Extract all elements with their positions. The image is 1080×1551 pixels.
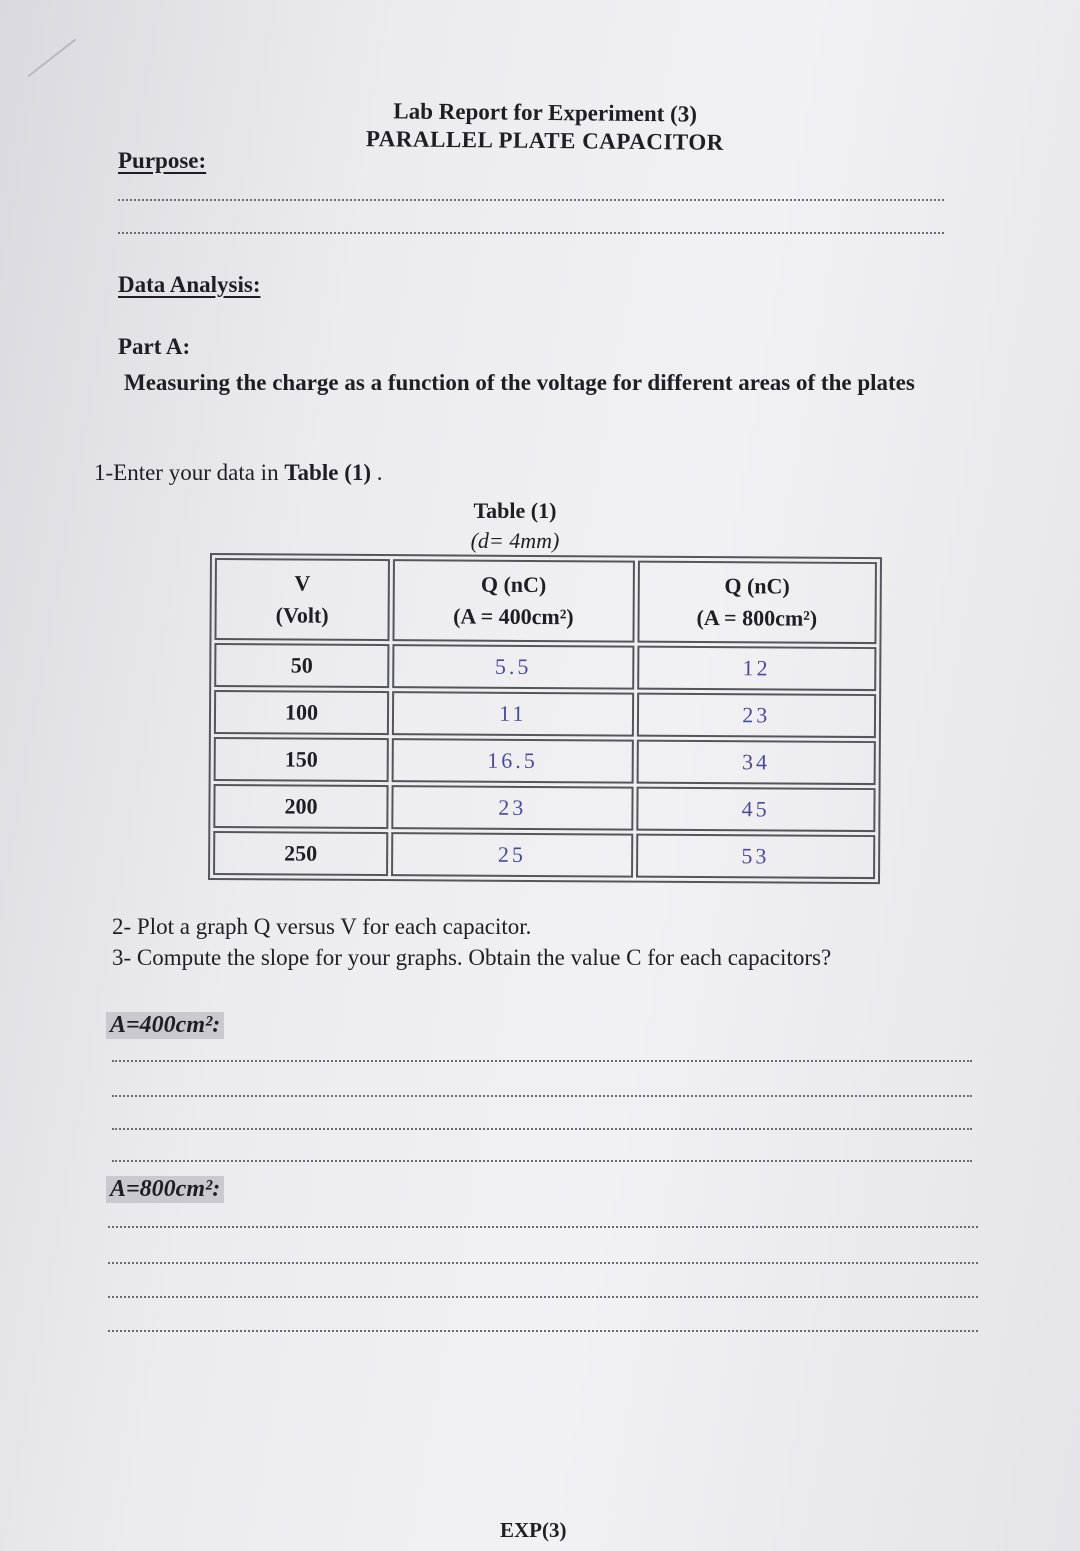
answer-line-800-2: [108, 1262, 978, 1264]
cell-charge-800: 53: [636, 834, 876, 879]
answer-line-400-1: [112, 1060, 972, 1062]
table-caption-title: Table (1): [473, 498, 557, 523]
answer-line-400-2: [112, 1095, 972, 1097]
answer-line-800-1: [108, 1226, 978, 1228]
header-charge-800: [637, 561, 877, 644]
header-charge-400: [393, 559, 635, 642]
answer-line-400-3: [112, 1128, 972, 1130]
data-table: [208, 553, 882, 884]
header-charge-800-area: (A = 800cm²): [696, 604, 818, 631]
cell-voltage: 100: [214, 690, 389, 735]
area-800-label: A=800cm²:: [106, 1176, 224, 1203]
cell-charge-400: 25: [391, 832, 633, 877]
purpose-blank-line-1: [118, 199, 944, 201]
title-line-1: Lab Report for Experiment (3): [393, 98, 698, 127]
purpose-heading: Purpose:: [118, 148, 207, 173]
cell-charge-400: 23: [391, 785, 633, 830]
table-header-row: [214, 558, 876, 644]
part-a-description: Measuring the charge as a function of the voltage for different areas of the plates: [124, 370, 915, 395]
report-title: [330, 98, 761, 156]
cell-charge-800: 45: [636, 787, 876, 832]
table-row: [214, 690, 876, 738]
cell-charge-400: 11: [392, 691, 634, 736]
step-1-instruction: [94, 460, 383, 486]
table-row: [213, 784, 875, 832]
header-charge-400-symbol: Q (nC): [480, 571, 547, 598]
answer-line-400-4: [112, 1160, 972, 1162]
answer-line-800-4: [108, 1330, 978, 1332]
step-1-suffix: .: [371, 460, 383, 485]
step-2-instruction: 2- Plot a graph Q versus V for each capacitor.: [112, 914, 532, 939]
step-1-table-ref: Table (1): [284, 460, 372, 485]
cell-charge-800: 23: [636, 693, 876, 738]
cell-charge-400: 5.5: [392, 644, 634, 689]
table-row: [213, 831, 875, 879]
cell-voltage: 200: [213, 784, 388, 829]
answer-line-800-3: [108, 1296, 978, 1298]
cell-voltage: 150: [214, 737, 389, 782]
part-a-heading: Part A:: [118, 334, 191, 359]
cell-charge-400: 16.5: [392, 738, 634, 783]
page-corner-fold: [0, 3, 76, 77]
header-voltage-unit: (Volt): [275, 602, 329, 628]
table-caption-subtitle: (d= 4mm): [470, 528, 560, 553]
table-row: [214, 643, 876, 691]
header-charge-800-symbol: Q (nC): [724, 573, 790, 599]
header-charge-400-area: (A = 400cm²): [453, 603, 574, 630]
area-400-label: A=400cm²:: [106, 1012, 224, 1039]
cell-voltage: 250: [213, 831, 388, 876]
step-3-instruction: 3- Compute the slope for your graphs. Obtain the value C for each capacitors?: [112, 945, 832, 970]
step-1-prefix: 1-Enter your data in: [94, 460, 285, 485]
purpose-blank-line-2: [118, 232, 944, 234]
header-voltage-symbol: V: [294, 570, 311, 596]
table-caption: [440, 496, 590, 556]
data-analysis-heading: Data Analysis:: [118, 272, 261, 297]
header-voltage: [214, 558, 390, 641]
cell-charge-800: 12: [637, 646, 877, 691]
table-row: [214, 737, 876, 785]
page-footer: EXP(3): [500, 1518, 567, 1542]
cell-voltage: 50: [214, 643, 389, 688]
cell-charge-800: 34: [636, 740, 876, 785]
title-line-2: PARALLEL PLATE CAPACITOR: [365, 126, 724, 155]
